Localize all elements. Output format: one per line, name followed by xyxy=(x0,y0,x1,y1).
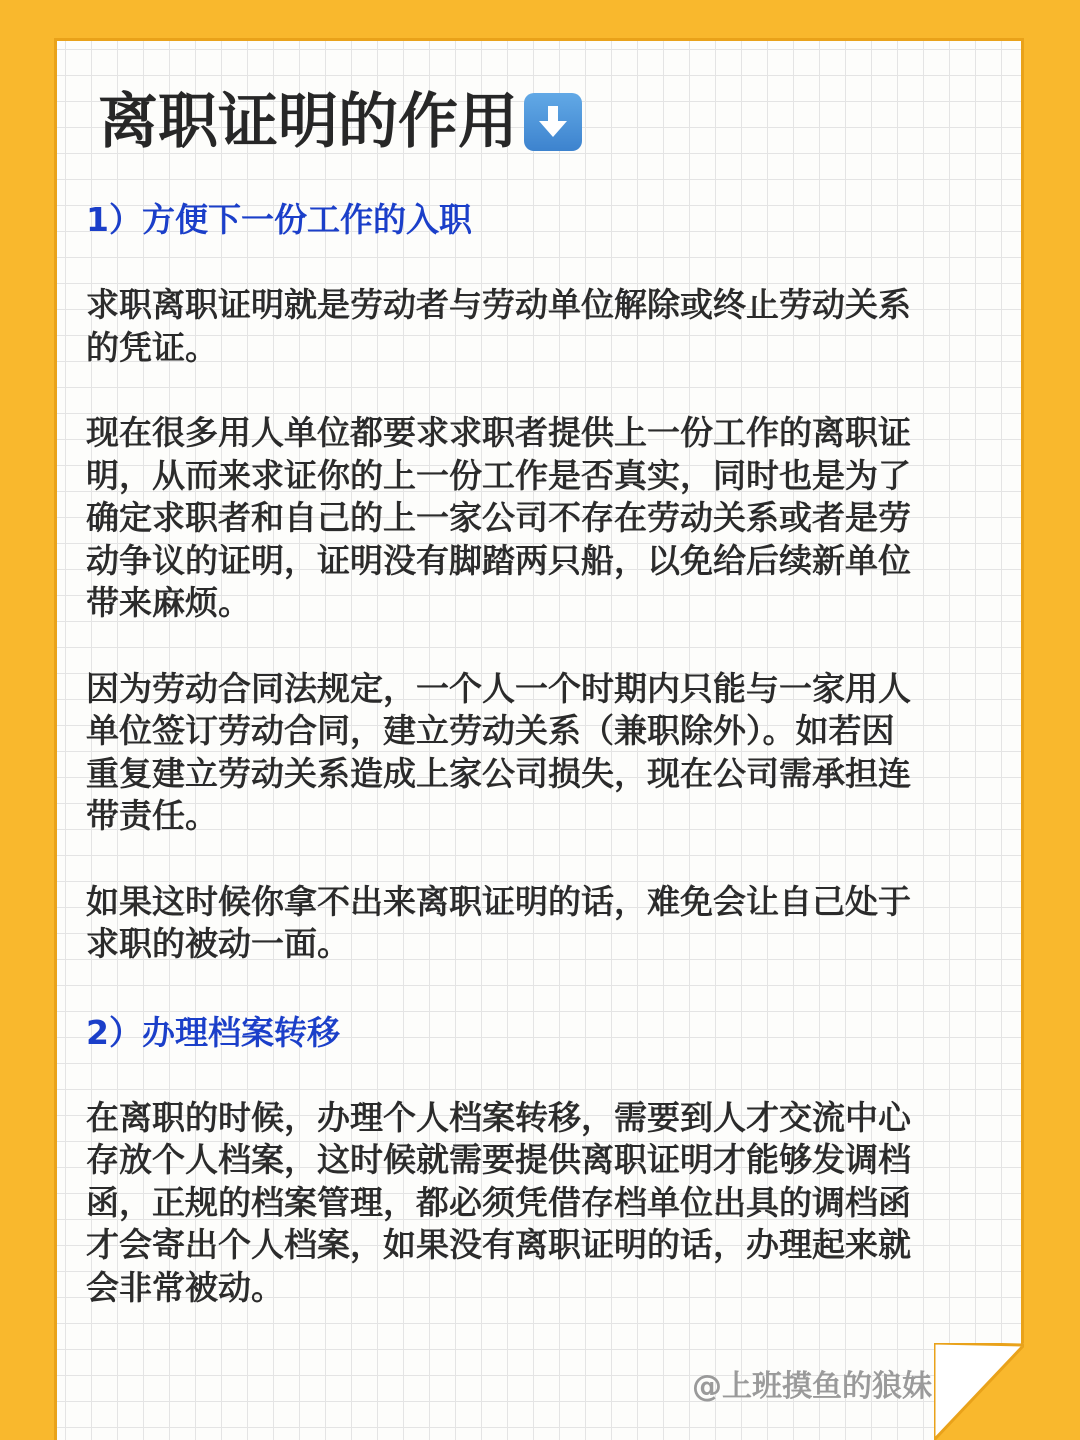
section-heading-2: 2）办理档案转移 xyxy=(86,1012,340,1052)
down-arrow-icon xyxy=(524,93,582,151)
author-watermark: @上班摸鱼的狼妹 xyxy=(692,1369,932,1404)
paragraph: 因为劳动合同法规定，一个人一个时期内只能与一家用人 单位签订劳动合同，建立劳动关系（兼职除外）。如若因 重复建立劳动关系造成上家公司损失，现在公司需承担连 带责任。 xyxy=(86,668,911,835)
article-body xyxy=(86,196,986,1352)
page-title xyxy=(98,82,582,162)
paragraph: 如果这时候你拿不出来离职证明的话，难免会让自己处于 求职的被动一面。 xyxy=(86,881,911,963)
page-title-text: 离职证明的作用 xyxy=(98,87,518,157)
page-curl-corner xyxy=(934,1343,1024,1440)
section-heading-1: 1）方便下一份工作的入职 xyxy=(86,200,472,239)
paragraph: 求职离职证明就是劳动者与劳动单位解除或终止劳动关系 的凭证。 xyxy=(86,285,911,367)
paragraph: 现在很多用人单位都要求求职者提供上一份工作的离职证 明，从而来求证你的上一份工作是否真实，同时也是为了 确定求职者和自己的上一家公司不存在劳动关系或者是劳 动争议的证明，证明没有脚踏两只船，以免给后续新单位 带来麻烦。 xyxy=(86,413,911,622)
paragraph: 在离职的时候，办理个人档案转移，需要到人才交流中心 存放个人档案，这时候就需要提供离职证明才能够发调档 函，正规的档案管理，都必须凭借存档单位出具的调档函 才会寄出个人档案，如果没有离职证明的话，办理起来就 会非常被动。 xyxy=(86,1097,911,1307)
